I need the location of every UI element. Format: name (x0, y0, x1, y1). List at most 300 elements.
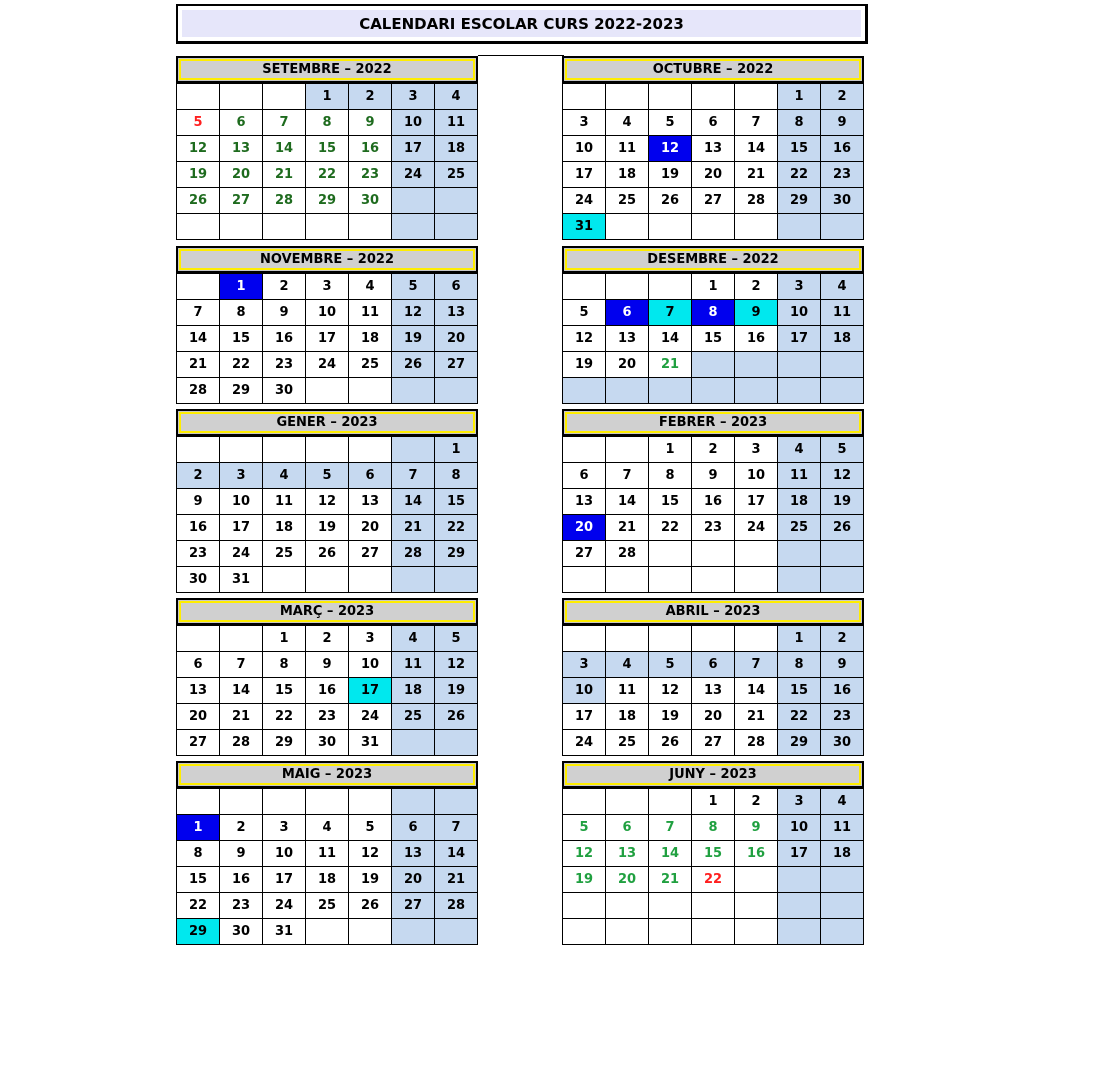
week-row (177, 626, 478, 652)
day-cell: 8 (692, 815, 735, 841)
day-cell: 21 (606, 515, 649, 541)
empty-day-cell (349, 919, 392, 945)
day-cell: 17 (349, 678, 392, 704)
day-cell: 25 (606, 188, 649, 214)
day-cell: 6 (692, 652, 735, 678)
day-cell: 14 (177, 326, 220, 352)
month-days-grid (562, 83, 864, 240)
day-cell: 1 (220, 274, 263, 300)
empty-day-cell (306, 567, 349, 593)
empty-day-cell (606, 437, 649, 463)
day-cell: 4 (435, 84, 478, 110)
calendar-title: CALENDARI ESCOLAR CURS 2022-2023 (182, 10, 861, 37)
day-cell: 28 (220, 730, 263, 756)
empty-day-cell (778, 893, 821, 919)
day-cell: 1 (692, 274, 735, 300)
day-cell: 16 (263, 326, 306, 352)
day-cell: 9 (263, 300, 306, 326)
day-cell: 3 (220, 463, 263, 489)
day-cell: 6 (692, 110, 735, 136)
day-cell: 25 (349, 352, 392, 378)
day-cell: 9 (821, 110, 864, 136)
day-cell: 26 (349, 893, 392, 919)
week-row (177, 378, 478, 404)
day-cell: 9 (821, 652, 864, 678)
empty-day-cell (177, 274, 220, 300)
day-cell: 22 (220, 352, 263, 378)
day-cell: 15 (263, 678, 306, 704)
day-cell: 22 (692, 867, 735, 893)
empty-day-cell (220, 214, 263, 240)
month-calendar (176, 246, 478, 404)
day-cell: 30 (263, 378, 306, 404)
week-row (563, 274, 864, 300)
day-cell: 8 (692, 300, 735, 326)
day-cell: 15 (177, 867, 220, 893)
week-row (177, 893, 478, 919)
day-cell: 21 (435, 867, 478, 893)
empty-day-cell (735, 352, 778, 378)
empty-day-cell (563, 437, 606, 463)
empty-day-cell (735, 567, 778, 593)
week-row (563, 188, 864, 214)
day-cell: 6 (606, 300, 649, 326)
empty-day-cell (649, 541, 692, 567)
day-cell: 15 (778, 678, 821, 704)
week-row (177, 437, 478, 463)
day-cell: 25 (435, 162, 478, 188)
day-cell: 2 (692, 437, 735, 463)
day-cell: 21 (649, 352, 692, 378)
day-cell: 25 (778, 515, 821, 541)
day-cell: 14 (735, 136, 778, 162)
week-row (177, 815, 478, 841)
month-title: OCTUBRE – 2022 (565, 59, 861, 80)
day-cell: 27 (692, 730, 735, 756)
empty-day-cell (435, 214, 478, 240)
day-cell: 8 (263, 652, 306, 678)
day-cell: 28 (177, 378, 220, 404)
day-cell: 28 (606, 541, 649, 567)
day-cell: 26 (392, 352, 435, 378)
day-cell: 8 (778, 652, 821, 678)
week-row (177, 541, 478, 567)
empty-day-cell (220, 84, 263, 110)
day-cell: 20 (563, 515, 606, 541)
day-cell: 12 (349, 841, 392, 867)
day-cell: 14 (220, 678, 263, 704)
month-header (562, 409, 864, 436)
day-cell: 23 (821, 704, 864, 730)
month-header (562, 246, 864, 273)
empty-day-cell (263, 437, 306, 463)
empty-day-cell (435, 378, 478, 404)
day-cell: 18 (778, 489, 821, 515)
day-cell: 2 (821, 84, 864, 110)
week-row (563, 136, 864, 162)
day-cell: 16 (735, 326, 778, 352)
day-cell: 25 (263, 541, 306, 567)
day-cell: 8 (306, 110, 349, 136)
week-row (563, 110, 864, 136)
day-cell: 5 (563, 300, 606, 326)
week-row (177, 326, 478, 352)
empty-day-cell (306, 378, 349, 404)
day-cell: 3 (778, 274, 821, 300)
week-row (177, 704, 478, 730)
month-days-grid (562, 273, 864, 404)
day-cell: 29 (435, 541, 478, 567)
empty-day-cell (735, 893, 778, 919)
empty-day-cell (349, 437, 392, 463)
month-calendar (176, 598, 478, 756)
day-cell: 17 (220, 515, 263, 541)
month-days-grid (176, 788, 478, 945)
week-row (177, 730, 478, 756)
day-cell: 20 (392, 867, 435, 893)
day-cell: 5 (392, 274, 435, 300)
day-cell: 10 (220, 489, 263, 515)
empty-day-cell (306, 437, 349, 463)
week-row (177, 84, 478, 110)
day-cell: 10 (563, 678, 606, 704)
day-cell: 28 (435, 893, 478, 919)
empty-day-cell (435, 919, 478, 945)
day-cell: 23 (692, 515, 735, 541)
day-cell: 7 (263, 110, 306, 136)
day-cell: 28 (735, 730, 778, 756)
day-cell: 20 (349, 515, 392, 541)
day-cell: 6 (435, 274, 478, 300)
day-cell: 29 (306, 188, 349, 214)
empty-day-cell (821, 378, 864, 404)
day-cell: 22 (778, 704, 821, 730)
empty-day-cell (263, 84, 306, 110)
day-cell: 7 (177, 300, 220, 326)
day-cell: 18 (821, 841, 864, 867)
month-title: JUNY – 2023 (565, 764, 861, 785)
empty-day-cell (649, 378, 692, 404)
day-cell: 10 (349, 652, 392, 678)
empty-day-cell (692, 541, 735, 567)
day-cell: 24 (563, 730, 606, 756)
week-row (177, 652, 478, 678)
day-cell: 7 (735, 110, 778, 136)
week-row (177, 300, 478, 326)
day-cell: 18 (821, 326, 864, 352)
month-title: GENER – 2023 (179, 412, 475, 433)
day-cell: 28 (735, 188, 778, 214)
day-cell: 7 (735, 652, 778, 678)
week-row (563, 378, 864, 404)
empty-day-cell (821, 893, 864, 919)
day-cell: 29 (177, 919, 220, 945)
day-cell: 7 (392, 463, 435, 489)
day-cell: 11 (392, 652, 435, 678)
column-divider-line (478, 55, 564, 56)
empty-day-cell (177, 214, 220, 240)
empty-day-cell (735, 867, 778, 893)
day-cell: 21 (735, 704, 778, 730)
day-cell: 17 (392, 136, 435, 162)
day-cell: 9 (177, 489, 220, 515)
week-row (177, 678, 478, 704)
week-row (563, 893, 864, 919)
day-cell: 11 (778, 463, 821, 489)
month-days-grid (176, 273, 478, 404)
day-cell: 14 (606, 489, 649, 515)
day-cell: 18 (392, 678, 435, 704)
day-cell: 24 (306, 352, 349, 378)
day-cell: 9 (349, 110, 392, 136)
calendar-title-box (176, 4, 868, 44)
day-cell: 22 (306, 162, 349, 188)
empty-day-cell (692, 567, 735, 593)
day-cell: 1 (778, 84, 821, 110)
empty-day-cell (692, 893, 735, 919)
week-row (563, 730, 864, 756)
week-row (177, 463, 478, 489)
empty-day-cell (821, 541, 864, 567)
empty-day-cell (606, 84, 649, 110)
day-cell: 20 (692, 162, 735, 188)
empty-day-cell (220, 626, 263, 652)
day-cell: 21 (220, 704, 263, 730)
day-cell: 17 (735, 489, 778, 515)
day-cell: 29 (778, 730, 821, 756)
day-cell: 3 (349, 626, 392, 652)
day-cell: 11 (606, 678, 649, 704)
day-cell: 14 (263, 136, 306, 162)
day-cell: 22 (649, 515, 692, 541)
empty-day-cell (220, 789, 263, 815)
empty-day-cell (778, 541, 821, 567)
day-cell: 18 (435, 136, 478, 162)
day-cell: 31 (220, 567, 263, 593)
day-cell: 23 (821, 162, 864, 188)
day-cell: 11 (306, 841, 349, 867)
day-cell: 11 (821, 815, 864, 841)
empty-day-cell (392, 789, 435, 815)
day-cell: 20 (606, 867, 649, 893)
day-cell: 5 (306, 463, 349, 489)
day-cell: 28 (263, 188, 306, 214)
day-cell: 20 (220, 162, 263, 188)
week-row (563, 463, 864, 489)
day-cell: 24 (349, 704, 392, 730)
empty-day-cell (735, 626, 778, 652)
empty-day-cell (392, 378, 435, 404)
week-row (177, 515, 478, 541)
empty-day-cell (306, 919, 349, 945)
day-cell: 16 (177, 515, 220, 541)
day-cell: 3 (563, 110, 606, 136)
day-cell: 15 (306, 136, 349, 162)
empty-day-cell (821, 352, 864, 378)
day-cell: 17 (263, 867, 306, 893)
day-cell: 13 (692, 678, 735, 704)
week-row (177, 789, 478, 815)
day-cell: 5 (821, 437, 864, 463)
week-row (177, 919, 478, 945)
empty-day-cell (735, 84, 778, 110)
week-row (563, 567, 864, 593)
day-cell: 31 (349, 730, 392, 756)
day-cell: 1 (778, 626, 821, 652)
day-cell: 10 (306, 300, 349, 326)
empty-day-cell (649, 789, 692, 815)
day-cell: 12 (177, 136, 220, 162)
month-days-grid (176, 625, 478, 756)
month-header (562, 56, 864, 83)
month-header (176, 246, 478, 273)
day-cell: 7 (649, 815, 692, 841)
empty-day-cell (821, 867, 864, 893)
week-row (563, 162, 864, 188)
empty-day-cell (649, 84, 692, 110)
day-cell: 28 (392, 541, 435, 567)
day-cell: 27 (349, 541, 392, 567)
day-cell: 22 (435, 515, 478, 541)
day-cell: 15 (692, 841, 735, 867)
day-cell: 13 (435, 300, 478, 326)
empty-day-cell (392, 437, 435, 463)
day-cell: 6 (349, 463, 392, 489)
day-cell: 4 (606, 652, 649, 678)
day-cell: 22 (778, 162, 821, 188)
month-header (176, 598, 478, 625)
day-cell: 16 (349, 136, 392, 162)
day-cell: 11 (263, 489, 306, 515)
day-cell: 14 (649, 326, 692, 352)
month-calendar (562, 598, 864, 756)
day-cell: 26 (649, 730, 692, 756)
day-cell: 13 (606, 326, 649, 352)
empty-day-cell (392, 730, 435, 756)
empty-day-cell (778, 919, 821, 945)
day-cell: 8 (435, 463, 478, 489)
day-cell: 26 (821, 515, 864, 541)
day-cell: 16 (220, 867, 263, 893)
month-calendar (176, 409, 478, 593)
month-title: MARÇ – 2023 (179, 601, 475, 622)
day-cell: 14 (735, 678, 778, 704)
week-row (563, 326, 864, 352)
day-cell: 27 (563, 541, 606, 567)
month-days-grid (176, 83, 478, 240)
month-calendar (176, 56, 478, 240)
empty-day-cell (349, 378, 392, 404)
day-cell: 16 (306, 678, 349, 704)
week-row (563, 626, 864, 652)
day-cell: 29 (220, 378, 263, 404)
day-cell: 2 (821, 626, 864, 652)
empty-day-cell (778, 867, 821, 893)
empty-day-cell (563, 789, 606, 815)
empty-day-cell (435, 567, 478, 593)
day-cell: 14 (435, 841, 478, 867)
day-cell: 17 (563, 704, 606, 730)
empty-day-cell (177, 84, 220, 110)
day-cell: 5 (563, 815, 606, 841)
day-cell: 9 (306, 652, 349, 678)
day-cell: 8 (220, 300, 263, 326)
day-cell: 20 (177, 704, 220, 730)
empty-day-cell (177, 626, 220, 652)
empty-day-cell (649, 214, 692, 240)
day-cell: 4 (821, 789, 864, 815)
month-header (562, 598, 864, 625)
day-cell: 3 (392, 84, 435, 110)
day-cell: 18 (306, 867, 349, 893)
day-cell: 12 (821, 463, 864, 489)
day-cell: 9 (692, 463, 735, 489)
day-cell: 6 (220, 110, 263, 136)
day-cell: 23 (349, 162, 392, 188)
empty-day-cell (606, 274, 649, 300)
week-row (563, 515, 864, 541)
empty-day-cell (778, 378, 821, 404)
day-cell: 27 (692, 188, 735, 214)
day-cell: 29 (263, 730, 306, 756)
empty-day-cell (349, 789, 392, 815)
week-row (177, 867, 478, 893)
day-cell: 24 (220, 541, 263, 567)
day-cell: 21 (735, 162, 778, 188)
day-cell: 25 (606, 730, 649, 756)
day-cell: 14 (649, 841, 692, 867)
day-cell: 15 (435, 489, 478, 515)
day-cell: 1 (692, 789, 735, 815)
day-cell: 23 (220, 893, 263, 919)
day-cell: 1 (177, 815, 220, 841)
empty-day-cell (649, 626, 692, 652)
day-cell: 21 (392, 515, 435, 541)
day-cell: 3 (563, 652, 606, 678)
week-row (177, 352, 478, 378)
empty-day-cell (821, 919, 864, 945)
day-cell: 10 (392, 110, 435, 136)
day-cell: 27 (392, 893, 435, 919)
empty-day-cell (392, 567, 435, 593)
day-cell: 8 (649, 463, 692, 489)
day-cell: 8 (778, 110, 821, 136)
day-cell: 17 (778, 841, 821, 867)
month-header (562, 761, 864, 788)
day-cell: 13 (606, 841, 649, 867)
day-cell: 12 (306, 489, 349, 515)
day-cell: 24 (563, 188, 606, 214)
day-cell: 15 (220, 326, 263, 352)
day-cell: 7 (606, 463, 649, 489)
day-cell: 5 (349, 815, 392, 841)
empty-day-cell (735, 541, 778, 567)
day-cell: 12 (435, 652, 478, 678)
empty-day-cell (692, 84, 735, 110)
day-cell: 1 (306, 84, 349, 110)
day-cell: 19 (563, 867, 606, 893)
empty-day-cell (606, 893, 649, 919)
day-cell: 16 (735, 841, 778, 867)
week-row (563, 704, 864, 730)
empty-day-cell (392, 214, 435, 240)
day-cell: 4 (392, 626, 435, 652)
day-cell: 31 (563, 214, 606, 240)
day-cell: 24 (735, 515, 778, 541)
day-cell: 18 (263, 515, 306, 541)
empty-day-cell (563, 84, 606, 110)
day-cell: 14 (392, 489, 435, 515)
